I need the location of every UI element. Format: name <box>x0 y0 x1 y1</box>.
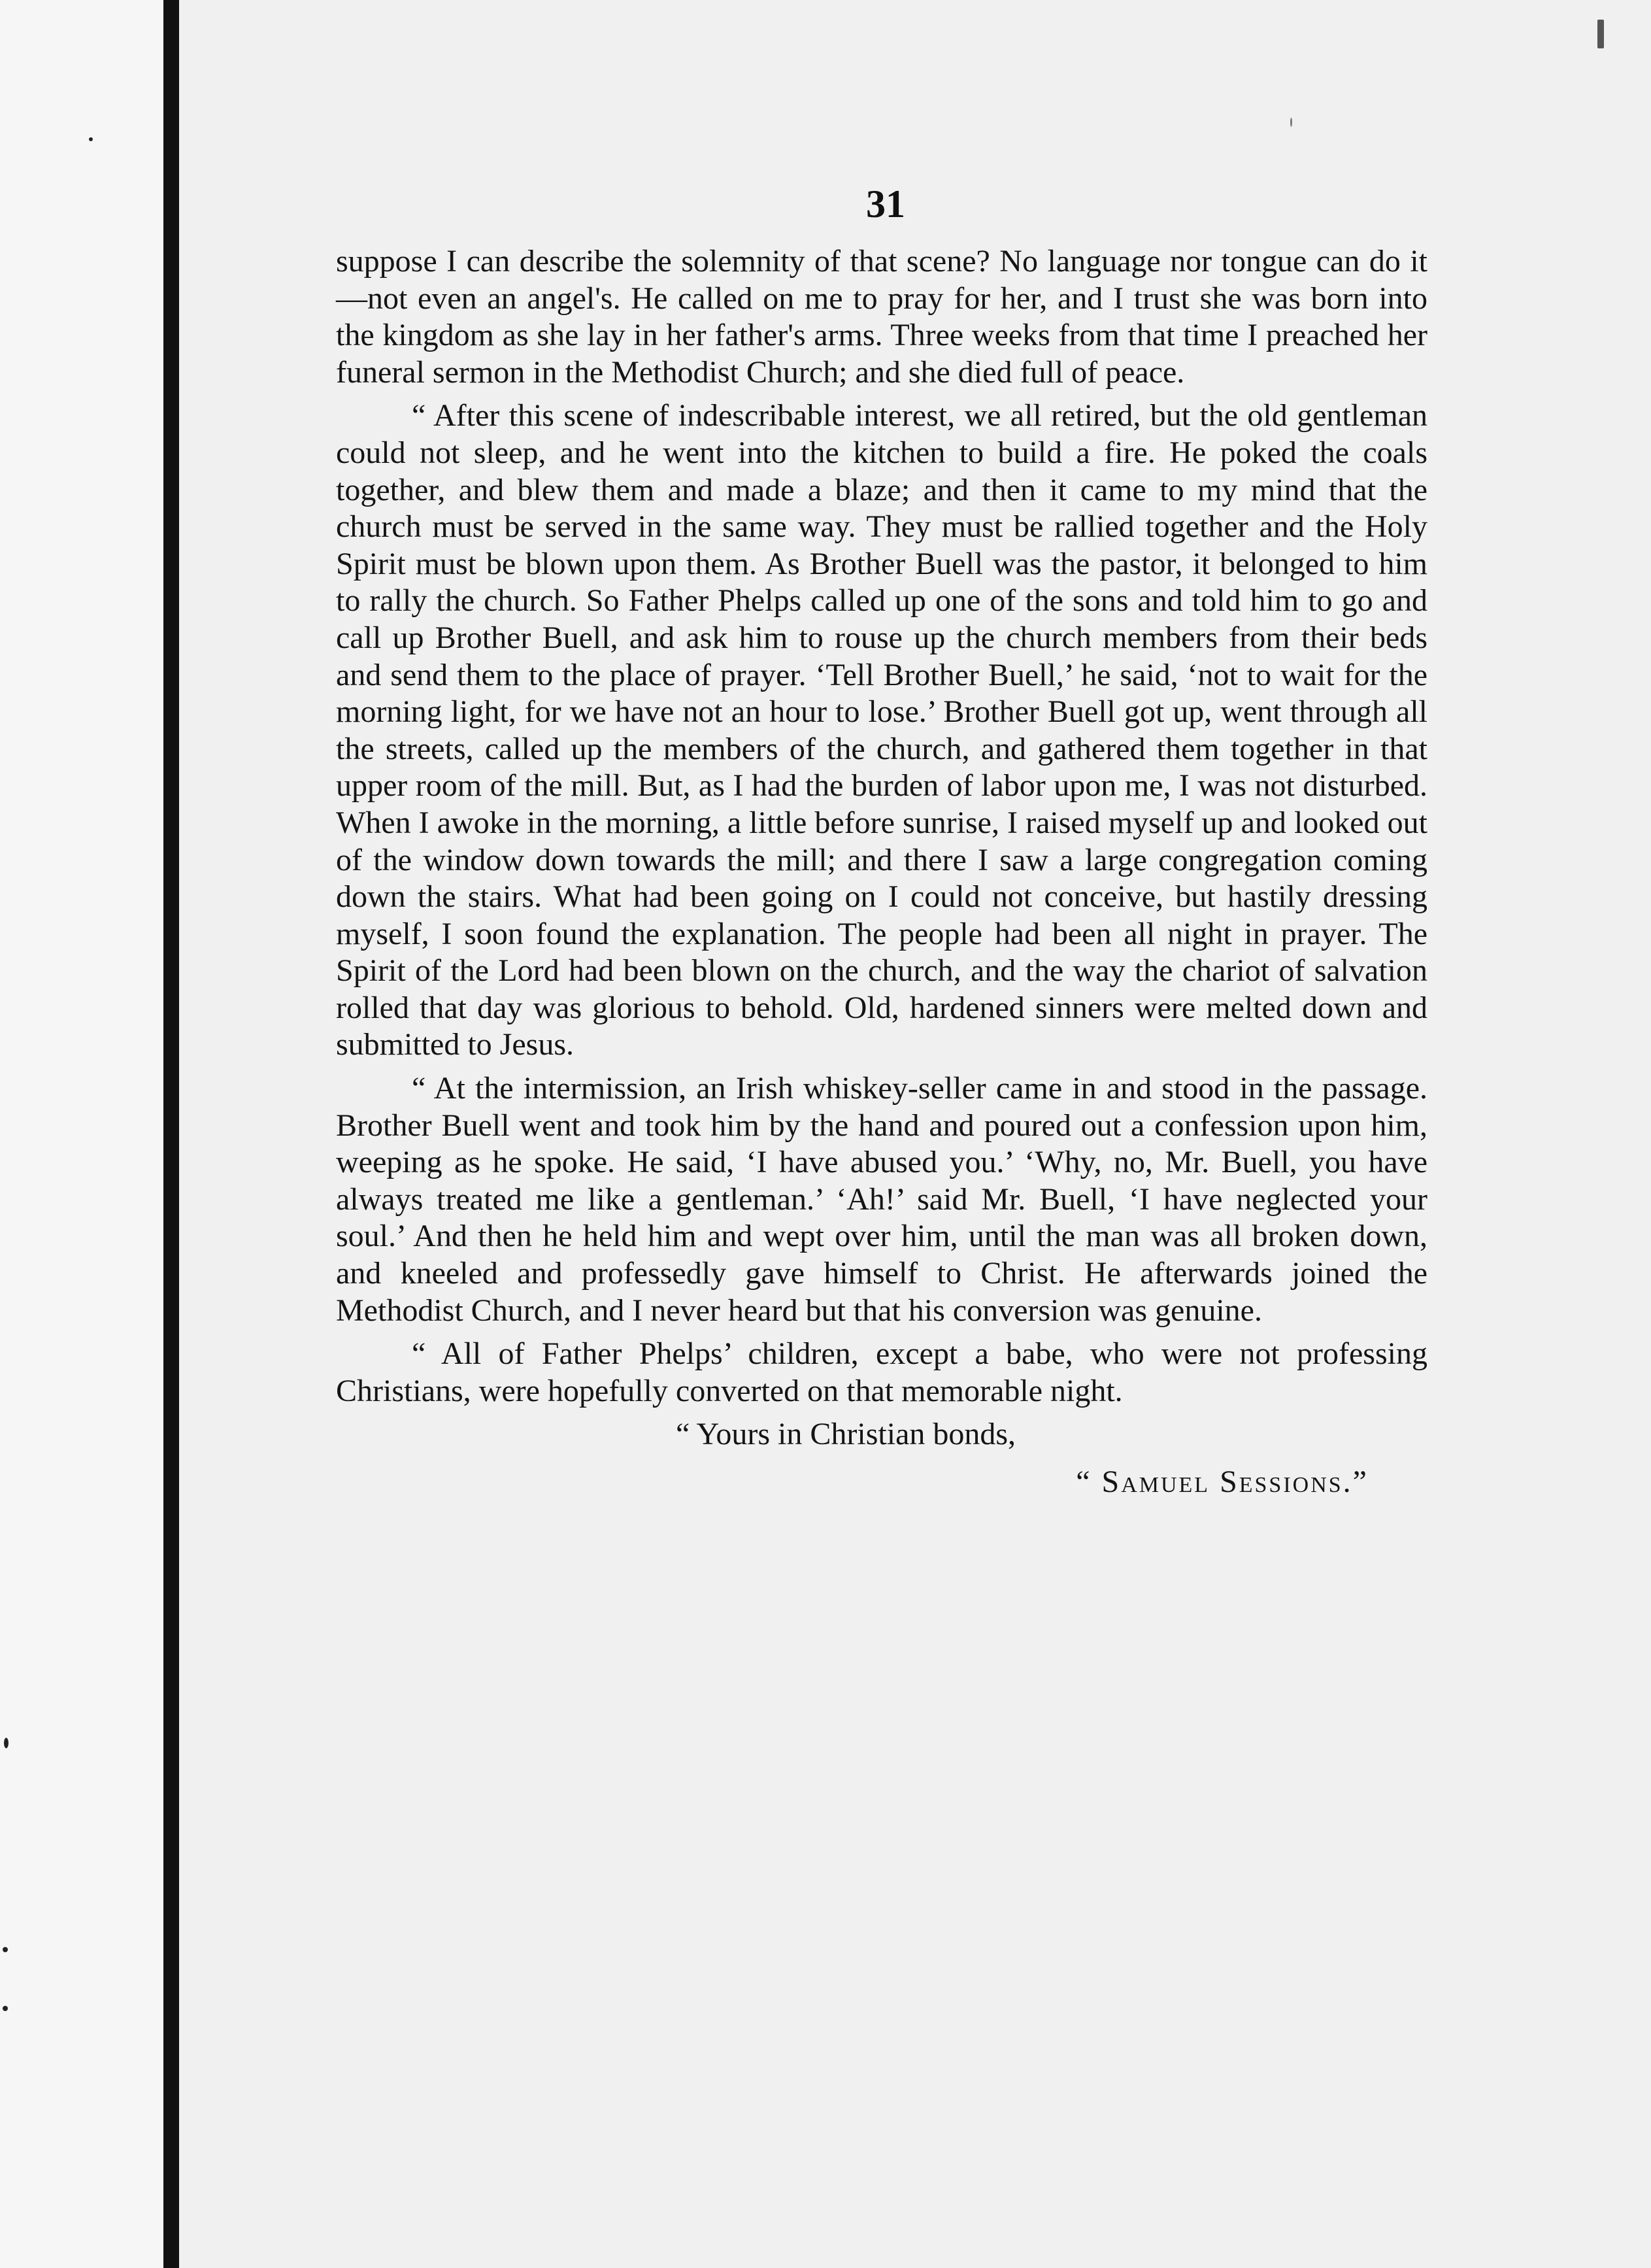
letter-closing: “ Yours in Christian bonds, <box>676 1417 1016 1452</box>
paragraph-intermission: “ At the intermission, an Irish whiskey-seller came in and stood in the passage. Brother Buell went and took him by the hand and poured out a confession upon him, weeping as he spoke. He said, ‘I have abused you.’ ‘Why, no, Mr. Buell, you have always treated me like a gentleman.’ ‘Ah!’ said Mr. Buell, ‘I have neglected your soul.’ And then he held him and wept over him, until the man was all broken down, and kneeled and professedly gave himself to Christ. He afterwards joined the Methodist Church, and I never heard but that his conversion was genuine. <box>336 1071 1427 1328</box>
body-text <box>336 243 1427 1501</box>
letter-signature: “ Samuel Sessions.” <box>1076 1464 1369 1499</box>
margin-speck <box>89 137 93 141</box>
paragraph-conversions: “ All of Father Phelps’ children, except a babe, who were not professing Christians, were hopefully converted on that memorable night. <box>336 1336 1427 1408</box>
page-speck <box>1290 118 1292 127</box>
facing-page-margin <box>0 0 163 2268</box>
paragraph-fire-scene: “ After this scene of indescribable interest, we all retired, but the old gentleman could not sleep, and he went into the kitchen to build a fire. He poked the coals together, and blew them and made a blaze; and then it came to my mind that the church must be served in the same way. They must be rallied together and the Holy Spirit must be blown upon them. As Brother Buell was the pastor, it belonged to him to rally the church. So Father Phelps called up one of the sons and told him to go and call up Brother Buell, and ask him to rouse up the church members from their beds and send them to the place of prayer. ‘Tell Brother Buell,’ he said, ‘not to wait for the morning light, for we have not an hour to lose.’ Brother Buell got up, went through all the streets, called up the members of the church, and gathered them together in that upper room of the mill. But, as I had the burden of labor upon me, I was not disturbed. When I awoke in the morning, a little before sunrise, I raised myself up and looked out of the window down towards the mill; and there I saw a large congregation coming down the stairs. What had been going on I could not conceive, but hastily dressing myself, I soon found the explanation. The people had been all night in prayer. The Spirit of the Lord had been blown on the church, and the way the chariot of salvation rolled that day was glorious to behold. Old, hardened sinners were melted down and submitted to Jesus. <box>336 398 1427 1062</box>
margin-speck <box>3 2006 8 2011</box>
page-number: 31 <box>866 182 905 226</box>
binding-rule <box>163 0 179 2268</box>
margin-speck <box>3 1947 8 1952</box>
paragraph-continued: suppose I can describe the solemnity of that scene? No language nor tongue can do it—not even an angel's. He called on me to pray for her, and I trust she was born into the kingdom as she lay in her father's arms. Three weeks from that time I preached her funeral sermon in the Methodist Church; and she died full of peace. <box>336 244 1427 390</box>
margin-speck <box>4 1738 8 1748</box>
page-speck <box>1597 20 1604 48</box>
